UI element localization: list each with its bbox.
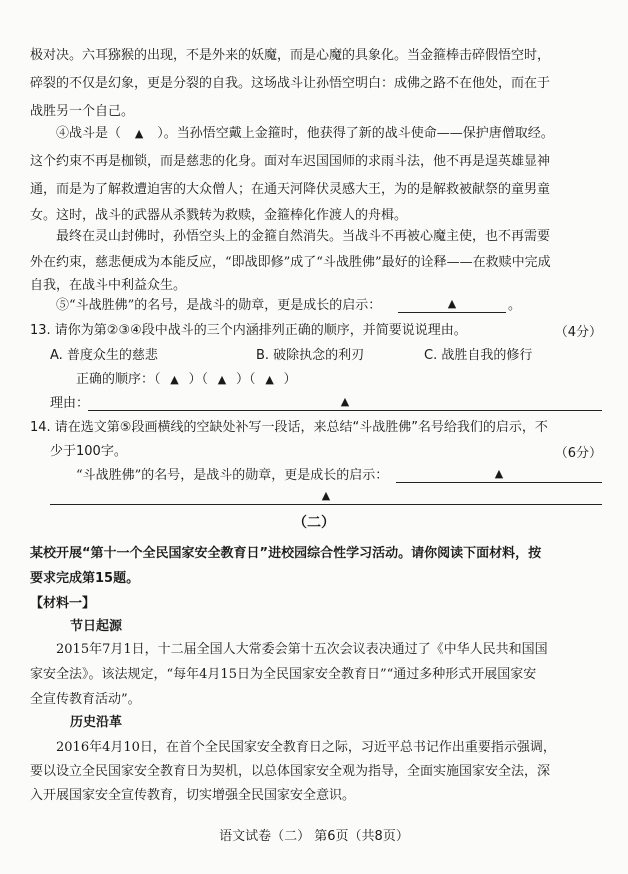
q14-answer-blank-2[interactable] (50, 488, 602, 505)
passage-line: 自我，在战斗中利益众生。 (30, 278, 187, 293)
order-label: 正确的顺序：（ (76, 372, 161, 387)
material-paragraph: 2015年7月1日，十二届全国人大常委会第十五次会议表决通过了《中华人民共和国国 (56, 642, 548, 657)
para5-start: ⑤“斗战胜佛”的名号，是战斗的勋章，更是成长的启示： (56, 298, 382, 313)
order-blank-2[interactable]: ▲ (217, 373, 227, 386)
passage-line: 外在约束，慈悲便成为本能反应，“即战即修”成了“斗战胜佛”最好的诠释——在救赎中完成 (30, 255, 551, 270)
q13-option-c: C. 战胜自我的修行 (424, 348, 533, 363)
passage-line-para4 (56, 124, 602, 144)
blank-triangle: ▲ (340, 395, 350, 408)
passage-line: 战胜另一个自己。 (30, 104, 135, 119)
q13-order-row (76, 370, 376, 390)
material-paragraph: 2016年4月10日，在首个全民国家安全教育日之际，习近平总书记作出重要指示强调， (56, 740, 556, 755)
passage-line: 通，而是为了解救遭迫害的大众僧人；在通天河降伏灵感大王，为的是解救被献祭的童男童 (30, 182, 551, 197)
material-paragraph: 要以设立全民国家安全教育日为契机，以总体国家安全观为指导，全面实施国家安全法，深 (30, 764, 551, 779)
q13-score: （4分） (554, 325, 602, 340)
subheading-origin: 节日起源 (70, 619, 123, 634)
blank-triangle: ▲ (494, 467, 504, 480)
blank-triangle: ▲ (447, 297, 457, 310)
passage-line: 极对决。六耳猕猴的出现，不是外来的妖魔，而是心魔的具象化。当金箍棒击碎假悟空时， (30, 48, 551, 63)
passage-line: 女。这时，战斗的武器从杀戮转为救赎，金箍棒化作渡人的舟楫。 (30, 208, 408, 223)
q13-stem: 13. 请你为第②③④段中战斗的三个内涵排列正确的顺序，并简要说说理由。 (30, 323, 467, 338)
q14-answer-prefix: “斗战胜佛”的名号，是战斗的勋章，更是成长的启示： (76, 468, 389, 483)
q13-reason-blank[interactable] (88, 394, 602, 411)
q14-score: （6分） (554, 446, 602, 461)
passage-line: 碎裂的不仅是幻象，更是分裂的自我。这场战斗让孙悟空明白：成佛之路不在他处，而在于 (30, 76, 551, 91)
blank-triangle: ▲ (321, 489, 331, 502)
blank-triangle: ▲ (134, 127, 144, 140)
q13-option-b: B. 破除执念的利刃 (256, 348, 365, 363)
passage-line: 这个约束不再是枷锁，而是慈悲的化身。面对车迟国国师的求雨斗法，他不再是逞英雄显神 (30, 154, 551, 169)
material-1-label: 【材料一】 (30, 596, 96, 611)
paren: ）（ (236, 372, 256, 387)
material-paragraph: 家安全法》。该法规定，“每年4月15日为全民国家安全教育日”“通过多种形式开展国家安 (30, 667, 537, 682)
section2-intro-line2: 要求完成第15题。 (30, 571, 140, 586)
section2-intro-line1: 某校开展“第十一个全民国家安全教育日”进校园综合性学习活动。请你阅读下面材料，按 (30, 546, 542, 561)
subheading-history: 历史沿革 (70, 715, 123, 730)
para5-blank[interactable] (398, 296, 506, 313)
page-footer: 语文试卷（二） 第6页（共8页） (219, 829, 409, 844)
passage-line: 最终在灵山封佛时，孙悟空头上的金箍自然消失。当战斗不再被心魔主使，也不再需要 (56, 229, 551, 244)
paren: ）（ (188, 372, 209, 387)
q14-stem-line2: 少于100字。 (50, 444, 127, 459)
q14-stem-line1: 14. 请在选文第⑤段画横线的空缺处补写一段话，来总结“斗战胜佛”名号给我们的启示，不 (30, 420, 548, 435)
material-paragraph: 全宣传教育活动”。 (30, 692, 141, 707)
para5-end: 。 (508, 298, 522, 313)
paren: ） (283, 372, 297, 387)
material-paragraph: 入开展国家安全宣传教育，切实增强全民国家安全意识。 (30, 788, 356, 803)
section-heading: （二） (293, 515, 335, 531)
q13-option-a: A. 普度众生的慈悲 (50, 348, 158, 363)
q13-reason-label: 理由： (50, 396, 90, 411)
q14-answer-blank-1[interactable] (396, 466, 602, 483)
order-blank-3[interactable]: ▲ (265, 373, 274, 386)
order-blank-1[interactable]: ▲ (170, 373, 179, 386)
para4-rest: ）。当孙悟空戴上金箍时，他获得了新的战斗使命——保护唐僧取经。 (157, 126, 554, 141)
para4-start: ④战斗是（ (56, 126, 122, 141)
